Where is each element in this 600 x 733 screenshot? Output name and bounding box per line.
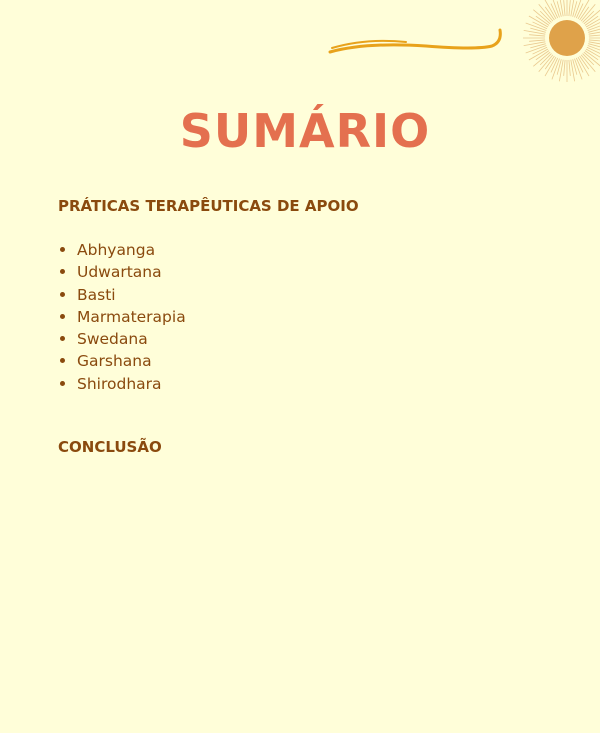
swoosh-line-decoration (326, 26, 506, 60)
list-item: Shirodhara (58, 373, 186, 395)
section-heading-praticas: PRÁTICAS TERAPÊUTICAS DE APOIO (58, 197, 359, 215)
list-item: Marmaterapia (58, 306, 186, 328)
practice-list (58, 239, 186, 395)
list-item: Basti (58, 284, 186, 306)
list-item: Udwartana (58, 261, 186, 283)
sun-burst-icon (516, 0, 600, 84)
list-item: Abhyanga (58, 239, 186, 261)
section-heading-conclusao: CONCLUSÃO (58, 438, 162, 456)
list-item: Swedana (58, 328, 186, 350)
page-title: SUMÁRIO (179, 104, 431, 158)
list-item: Garshana (58, 350, 186, 372)
